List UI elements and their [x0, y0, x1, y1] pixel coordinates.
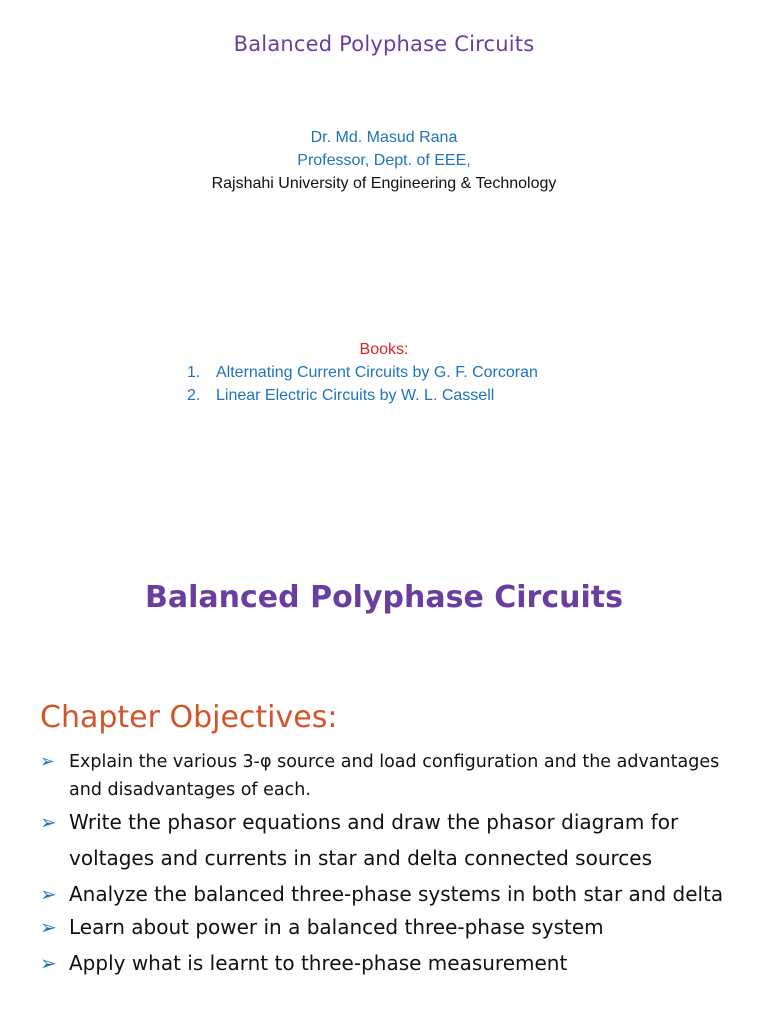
- book-number: 2.: [187, 387, 201, 404]
- objective-text: Explain the various 3-φ source and load configuration and the advantages and disadvantages of each.: [69, 752, 720, 800]
- arrow-bullet-icon: ➢: [40, 915, 57, 939]
- objective-item: [40, 748, 752, 804]
- arrow-bullet-icon: ➢: [40, 810, 57, 834]
- book-title: Linear Electric Circuits by W. L. Cassell: [216, 387, 495, 404]
- book-item: [187, 361, 768, 384]
- author-name: Dr. Md. Masud Rana: [310, 129, 458, 146]
- chapter-heading: Chapter Objectives:: [40, 700, 338, 735]
- arrow-bullet-icon: ➢: [40, 951, 57, 975]
- book-title: Alternating Current Circuits by G. F. Corcoran: [216, 364, 538, 381]
- objective-text: Analyze the balanced three-phase systems in both star and delta: [69, 882, 724, 906]
- author-position: Professor, Dept. of EEE,: [297, 152, 471, 169]
- objective-text: Learn about power in a balanced three-phase system: [69, 915, 604, 939]
- objective-item: [40, 910, 752, 944]
- book-number: 1.: [187, 364, 201, 381]
- book-item: [187, 384, 768, 407]
- books-label: Books:: [359, 341, 409, 358]
- author-institution: Rajshahi University of Engineering & Technology: [211, 175, 557, 192]
- objective-item: [40, 946, 752, 980]
- slide-title: Balanced Polyphase Circuits: [233, 32, 535, 56]
- books-section: [0, 338, 768, 407]
- arrow-bullet-icon: ➢: [40, 752, 55, 772]
- objectives-slide: [0, 512, 768, 1024]
- objective-text: Write the phasor equations and draw the phasor diagram for voltages and currents in star and delta connected sources: [69, 810, 679, 870]
- objective-text: Apply what is learnt to three-phase measurement: [69, 951, 568, 975]
- objective-item: [40, 804, 752, 876]
- slide-title: Balanced Polyphase Circuits: [145, 580, 623, 615]
- books-list: [187, 361, 768, 407]
- objectives-list: [40, 748, 752, 980]
- author-block: [0, 126, 768, 195]
- objective-item: [40, 880, 752, 908]
- arrow-bullet-icon: ➢: [40, 882, 57, 906]
